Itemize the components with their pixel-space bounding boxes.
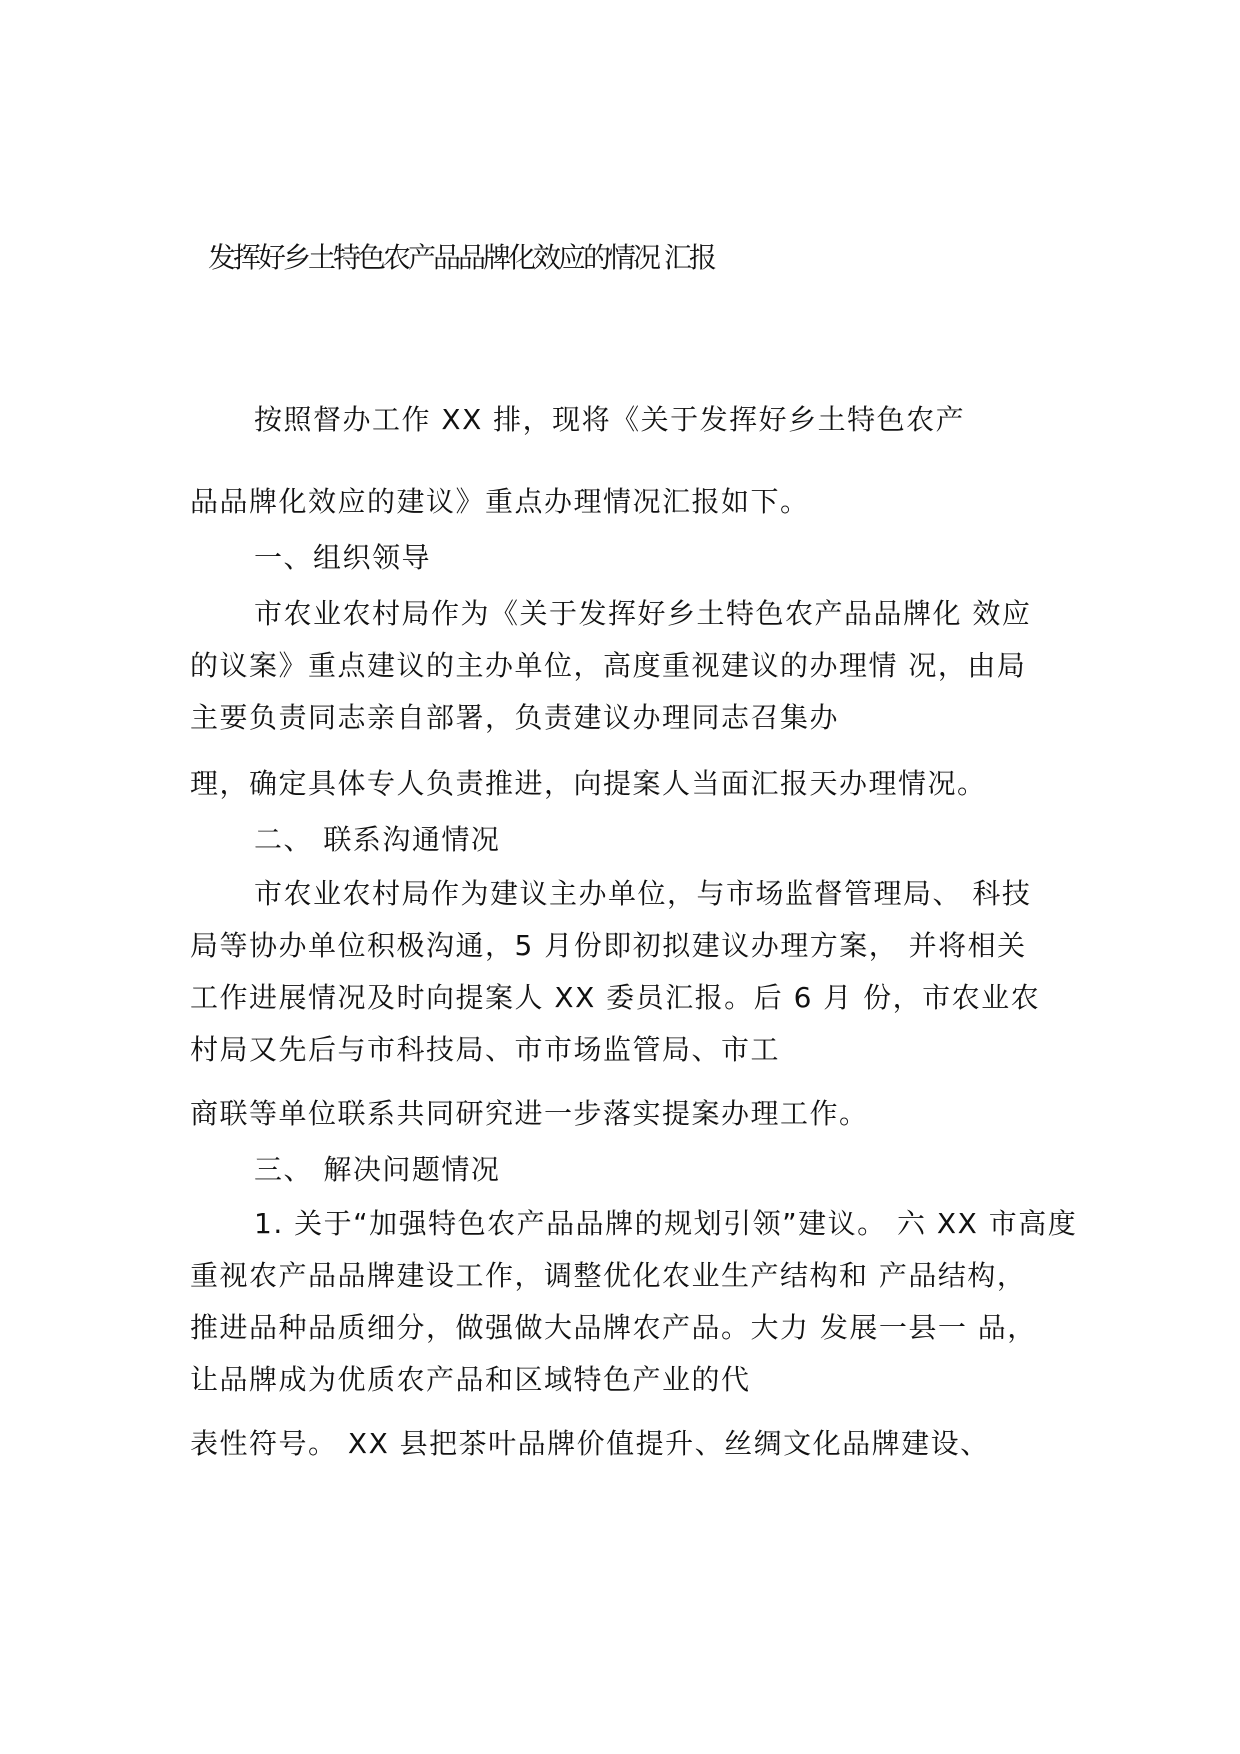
paragraph-line: 1. 关于“加强特色农产品品牌的规划引领”建议。 六 XX 市高度 bbox=[254, 1207, 1078, 1240]
paragraph-line: 局等协办单位积极沟通，5 月份即初拟建议办理方案， 并将相关 bbox=[190, 929, 1027, 962]
document-title: 发挥好乡土特色农产品品牌化效应的情况 汇报 bbox=[208, 241, 714, 274]
paragraph-line: 主要负责同志亲自部署，负责建议办理同志召集办 bbox=[190, 701, 840, 734]
paragraph-line: 让品牌成为优质农产品和区域特色产业的代 bbox=[190, 1363, 751, 1396]
paragraph-line: 理，确定具体专人负责推进，向提案人当面汇报天办理情况。 bbox=[190, 767, 987, 800]
section-heading: 二、 联系沟通情况 bbox=[254, 823, 501, 856]
section-heading: 三、 解决问题情况 bbox=[254, 1153, 501, 1186]
paragraph-line: 工作进展情况及时向提案人 XX 委员汇报。后 6 月 份，市农业农 bbox=[190, 981, 1041, 1014]
paragraph-line: 村局又先后与市科技局、市市场监管局、市工 bbox=[190, 1033, 781, 1066]
paragraph-line: 重视农产品品牌建设工作，调整优化农业生产结构和 产品结构， bbox=[190, 1259, 1027, 1292]
paragraph-line: 推进品种品质细分，做强做大品牌农产品。大力 发展一县一 品， bbox=[190, 1311, 1037, 1344]
paragraph-line: 的议案》重点建议的主办单位，高度重视建议的办理情 况，由局 bbox=[190, 649, 1027, 682]
paragraph-line: 商联等单位联系共同研究进一步落实提案办理工作。 bbox=[190, 1097, 869, 1130]
paragraph-line: 市农业农村局作为建议主办单位，与市场监督管理局、 科技 bbox=[254, 877, 1032, 910]
paragraph-line: 按照督办工作 XX 排，现将《关于发挥好乡土特色农产 bbox=[254, 403, 966, 436]
section-heading: 一、组织领导 bbox=[254, 541, 432, 574]
paragraph-line: 市农业农村局作为《关于发挥好乡土特色农产品品牌化 效应 bbox=[254, 597, 1032, 630]
paragraph-line: 表性符号。 XX 县把茶叶品牌价值提升、丝绸文化品牌建设、 bbox=[190, 1427, 990, 1460]
paragraph-line: 品品牌化效应的建议》重点办理情况汇报如下。 bbox=[190, 485, 810, 518]
